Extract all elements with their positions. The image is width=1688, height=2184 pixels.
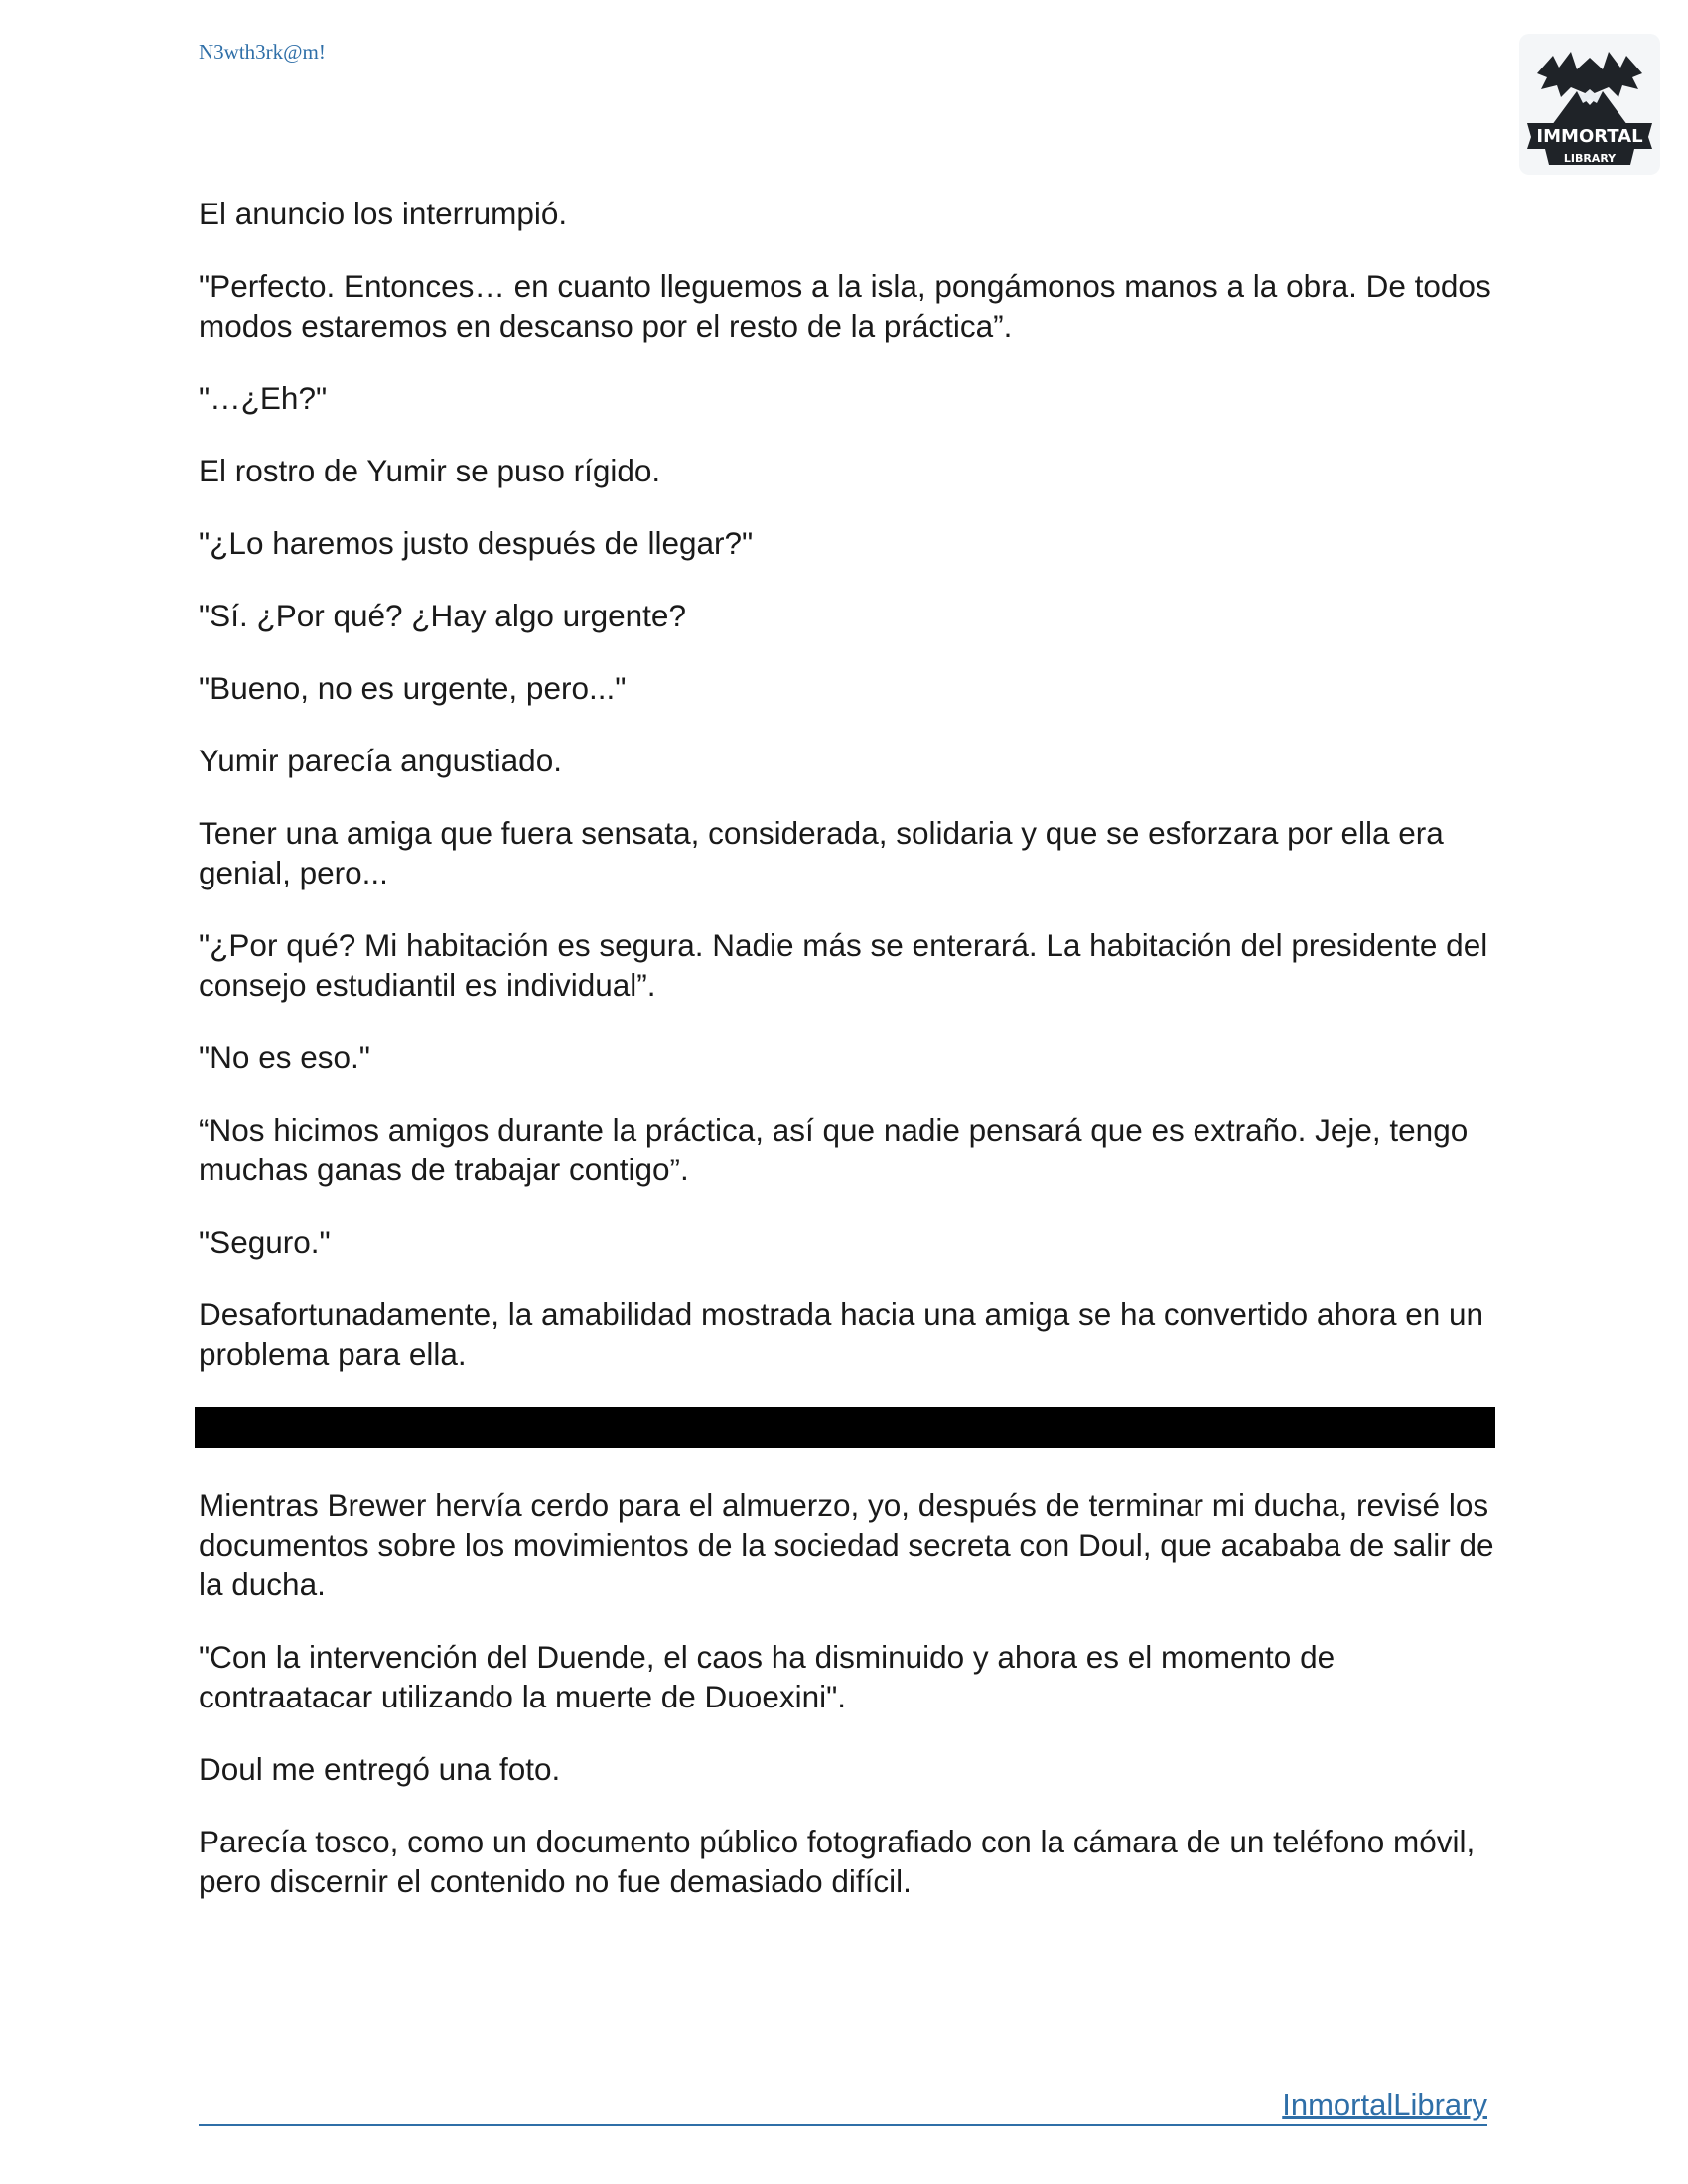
paragraph: Doul me entregó una foto. — [199, 1751, 561, 1787]
paragraph: "¿Lo haremos justo después de llegar?" — [199, 525, 754, 561]
paragraph: "…¿Eh?" — [199, 380, 328, 416]
paragraph: “Nos hicimos amigos durante la práctica, así que nadie pensará que es extraño. Jeje, tengo muchas ganas de trabajar contigo”. — [199, 1112, 1469, 1187]
paragraph: El rostro de Yumir se puso rígido. — [199, 453, 661, 488]
document-body — [199, 194, 1499, 1934]
immortal-library-logo — [1519, 34, 1660, 175]
paragraph: Desafortunadamente, la amabilidad mostrada hacia una amiga se ha convertido ahora en un problema para ella. — [199, 1297, 1484, 1372]
watermark-text: N3wth3rk@m! — [199, 40, 326, 64]
paragraph: Mientras Brewer hervía cerdo para el almuerzo, yo, después de terminar mi ducha, revisé los documentos sobre los movimientos de la sociedad secreta con Doul, que acababa de salir de la ducha. — [199, 1487, 1494, 1602]
paragraph: "Con la intervención del Duende, el caos ha disminuido y ahora es el momento de contraatacar utilizando la muerte de Duoexini". — [199, 1639, 1336, 1714]
logo-top-text: IMMORTAL — [1536, 126, 1643, 147]
paragraph: "Bueno, no es urgente, pero..." — [199, 670, 627, 706]
logo-emblem-icon — [1519, 34, 1660, 175]
paragraph: "Perfecto. Entonces… en cuanto lleguemos a la isla, pongámonos manos a la obra. De todos modos estaremos en descanso por el resto de la práctica”. — [199, 268, 1491, 343]
logo-bottom-text: LIBRARY — [1563, 152, 1617, 165]
footer-link[interactable]: InmortalLibrary — [199, 2085, 1487, 2126]
paragraph: El anuncio los interrumpió. — [199, 196, 568, 231]
paragraph: Tener una amiga que fuera sensata, considerada, solidaria y que se esforzara por ella era genial, pero... — [199, 815, 1444, 890]
section-before-break — [199, 194, 1499, 1374]
scene-break-bar — [195, 1407, 1495, 1448]
paragraph: Yumir parecía angustiado. — [199, 743, 562, 778]
section-after-break — [199, 1485, 1499, 1901]
paragraph: "Sí. ¿Por qué? ¿Hay algo urgente? — [199, 598, 686, 633]
paragraph: "Seguro." — [199, 1224, 331, 1260]
paragraph: "No es eso." — [199, 1039, 370, 1075]
paragraph: Parecía tosco, como un documento público fotografiado con la cámara de un teléfono móvil, pero discernir el contenido no fue demasiado difícil. — [199, 1824, 1476, 1899]
paragraph: "¿Por qué? Mi habitación es segura. Nadie más se enterará. La habitación del presidente del consejo estudiantil es individual”. — [199, 927, 1488, 1003]
